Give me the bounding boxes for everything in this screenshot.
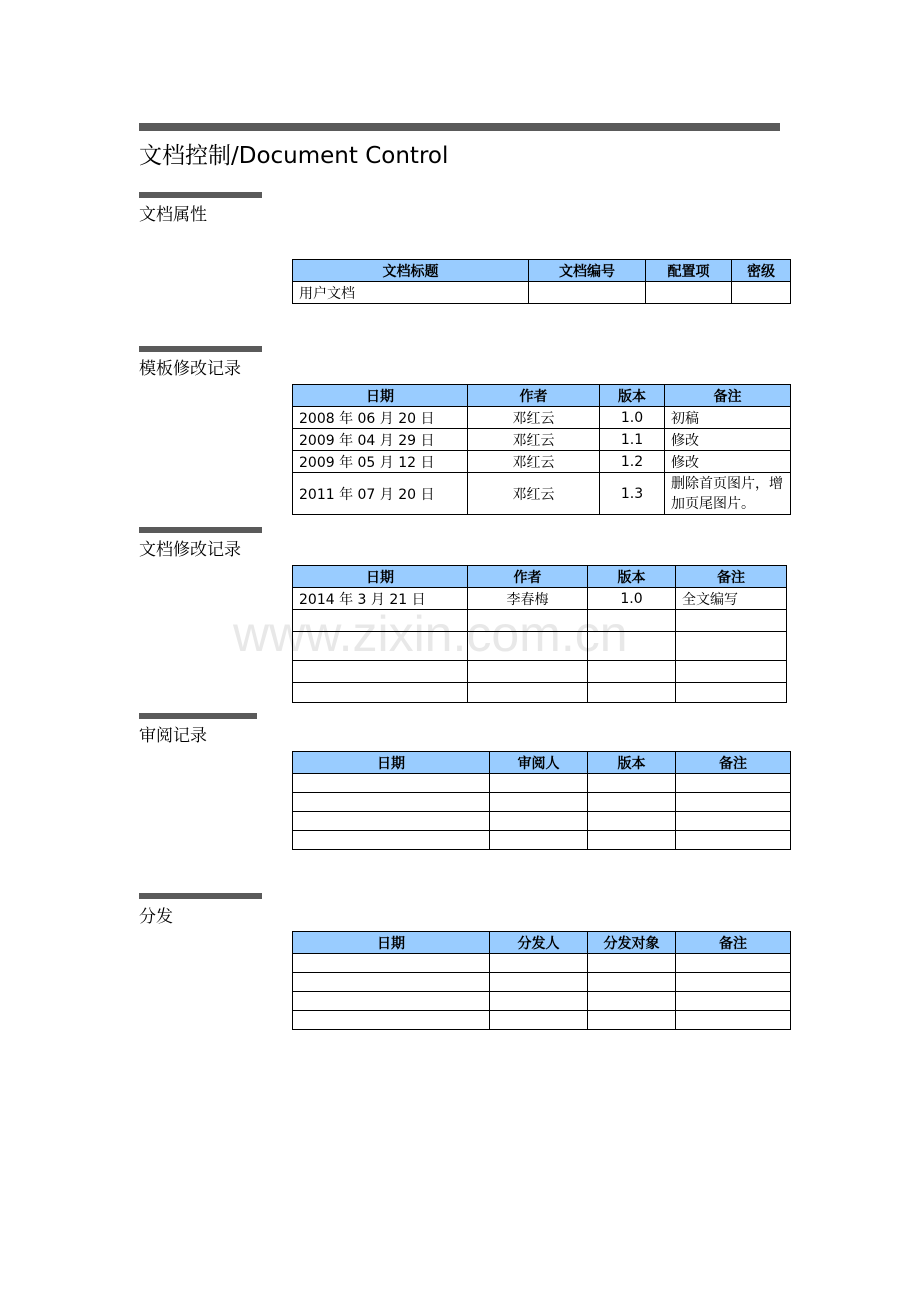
column-header: 版本 <box>588 752 676 774</box>
remark-cell: 全文编写 <box>676 588 787 610</box>
table-cell <box>676 632 787 661</box>
table-cell <box>676 973 791 992</box>
table-cell <box>529 282 646 304</box>
table-cell <box>588 973 676 992</box>
table-header-row <box>293 385 791 407</box>
table-header-row <box>293 752 791 774</box>
table-cell <box>293 793 490 812</box>
date-cell: 2014 年 3 月 21 日 <box>293 588 468 610</box>
table-cell <box>588 774 676 793</box>
table-cell <box>293 954 490 973</box>
author-cell: 邓红云 <box>468 473 600 515</box>
author-cell: 李春梅 <box>468 588 588 610</box>
table-row <box>293 831 791 850</box>
table-cell <box>490 793 588 812</box>
table-cell <box>293 1011 490 1030</box>
remark-cell: 删除首页图片，增加页尾图片。 <box>665 473 791 515</box>
table-row <box>293 793 791 812</box>
column-header: 审阅人 <box>490 752 588 774</box>
table-cell <box>676 992 791 1011</box>
version-cell: 1.0 <box>600 407 665 429</box>
column-header: 备注 <box>665 385 791 407</box>
date-cell: 2009 年 04 月 29 日 <box>293 429 468 451</box>
doc-properties-table <box>292 259 791 304</box>
table-row <box>293 1011 791 1030</box>
date-cell: 2011 年 07 月 20 日 <box>293 473 468 515</box>
column-header: 密级 <box>732 260 791 282</box>
column-header: 分发对象 <box>588 932 676 954</box>
table-cell <box>293 973 490 992</box>
table-cell <box>293 831 490 850</box>
table-cell <box>646 282 732 304</box>
table-row <box>293 973 791 992</box>
table-cell <box>293 992 490 1011</box>
section-title-review-records: 审阅记录 <box>139 726 207 746</box>
author-cell: 邓红云 <box>468 407 600 429</box>
table-cell <box>468 683 588 703</box>
version-cell: 1.3 <box>600 473 665 515</box>
column-header: 配置项 <box>646 260 732 282</box>
version-cell: 1.0 <box>588 588 676 610</box>
table-cell <box>293 610 468 632</box>
column-header: 版本 <box>588 566 676 588</box>
section-title-distribution: 分发 <box>139 907 173 927</box>
column-header: 作者 <box>468 385 600 407</box>
table-cell <box>588 992 676 1011</box>
table-row <box>293 588 787 610</box>
table-row <box>293 407 791 429</box>
table-cell <box>676 793 791 812</box>
table-row <box>293 632 787 661</box>
table-row <box>293 451 791 473</box>
column-header: 分发人 <box>490 932 588 954</box>
distribution-table <box>292 931 791 1030</box>
version-cell: 1.1 <box>600 429 665 451</box>
date-cell: 2009 年 05 月 12 日 <box>293 451 468 473</box>
section-rule <box>139 192 262 198</box>
section-title-template-revisions: 模板修改记录 <box>139 359 241 379</box>
table-cell <box>732 282 791 304</box>
table-cell <box>490 973 588 992</box>
column-header: 作者 <box>468 566 588 588</box>
table-cell <box>676 610 787 632</box>
table-cell <box>676 774 791 793</box>
table-cell <box>588 1011 676 1030</box>
section-rule <box>139 893 262 899</box>
column-header: 文档标题 <box>293 260 529 282</box>
section-rule <box>139 346 262 352</box>
table-row <box>293 429 791 451</box>
table-header-row <box>293 932 791 954</box>
table-cell <box>588 683 676 703</box>
table-cell <box>293 774 490 793</box>
table-cell: 用户文档 <box>293 282 529 304</box>
table-row <box>293 954 791 973</box>
column-header: 备注 <box>676 932 791 954</box>
column-header: 日期 <box>293 385 468 407</box>
page-title: 文档控制/Document Control <box>139 143 449 169</box>
table-cell <box>468 610 588 632</box>
table-cell <box>588 954 676 973</box>
remark-cell: 修改 <box>665 451 791 473</box>
table-cell <box>588 661 676 683</box>
table-cell <box>588 831 676 850</box>
table-row <box>293 610 787 632</box>
table-row <box>293 683 787 703</box>
table-cell <box>468 661 588 683</box>
table-cell <box>293 683 468 703</box>
table-cell <box>490 992 588 1011</box>
section-title-doc-revisions: 文档修改记录 <box>139 540 241 560</box>
section-rule <box>139 713 257 719</box>
table-cell <box>490 954 588 973</box>
table-cell <box>676 831 791 850</box>
table-cell <box>490 1011 588 1030</box>
doc-revisions-table <box>292 565 787 703</box>
title-rule <box>139 123 780 131</box>
template-revisions-table <box>292 384 791 515</box>
remark-cell: 初稿 <box>665 407 791 429</box>
table-cell <box>293 661 468 683</box>
table-row <box>293 473 791 515</box>
column-header: 日期 <box>293 752 490 774</box>
table-cell <box>490 831 588 850</box>
table-row <box>293 282 791 304</box>
table-row <box>293 812 791 831</box>
column-header: 文档编号 <box>529 260 646 282</box>
table-row <box>293 992 791 1011</box>
author-cell: 邓红云 <box>468 451 600 473</box>
table-row <box>293 661 787 683</box>
table-cell <box>293 812 490 831</box>
column-header: 备注 <box>676 566 787 588</box>
watermark: www.zixin.com.cn <box>233 606 628 662</box>
table-cell <box>676 812 791 831</box>
table-cell <box>490 812 588 831</box>
section-title-doc-properties: 文档属性 <box>139 205 207 225</box>
version-cell: 1.2 <box>600 451 665 473</box>
table-cell <box>676 954 791 973</box>
column-header: 备注 <box>676 752 791 774</box>
table-cell <box>490 774 588 793</box>
column-header: 日期 <box>293 932 490 954</box>
table-cell <box>293 632 468 661</box>
review-records-table <box>292 751 791 850</box>
column-header: 版本 <box>600 385 665 407</box>
table-row <box>293 774 791 793</box>
column-header: 日期 <box>293 566 468 588</box>
table-cell <box>588 610 676 632</box>
table-header-row <box>293 260 791 282</box>
table-cell <box>676 1011 791 1030</box>
table-header-row <box>293 566 787 588</box>
remark-cell: 修改 <box>665 429 791 451</box>
table-cell <box>588 793 676 812</box>
table-cell <box>468 632 588 661</box>
table-cell <box>676 683 787 703</box>
section-rule <box>139 527 262 533</box>
table-cell <box>588 812 676 831</box>
table-cell <box>588 632 676 661</box>
table-cell <box>676 661 787 683</box>
author-cell: 邓红云 <box>468 429 600 451</box>
date-cell: 2008 年 06 月 20 日 <box>293 407 468 429</box>
